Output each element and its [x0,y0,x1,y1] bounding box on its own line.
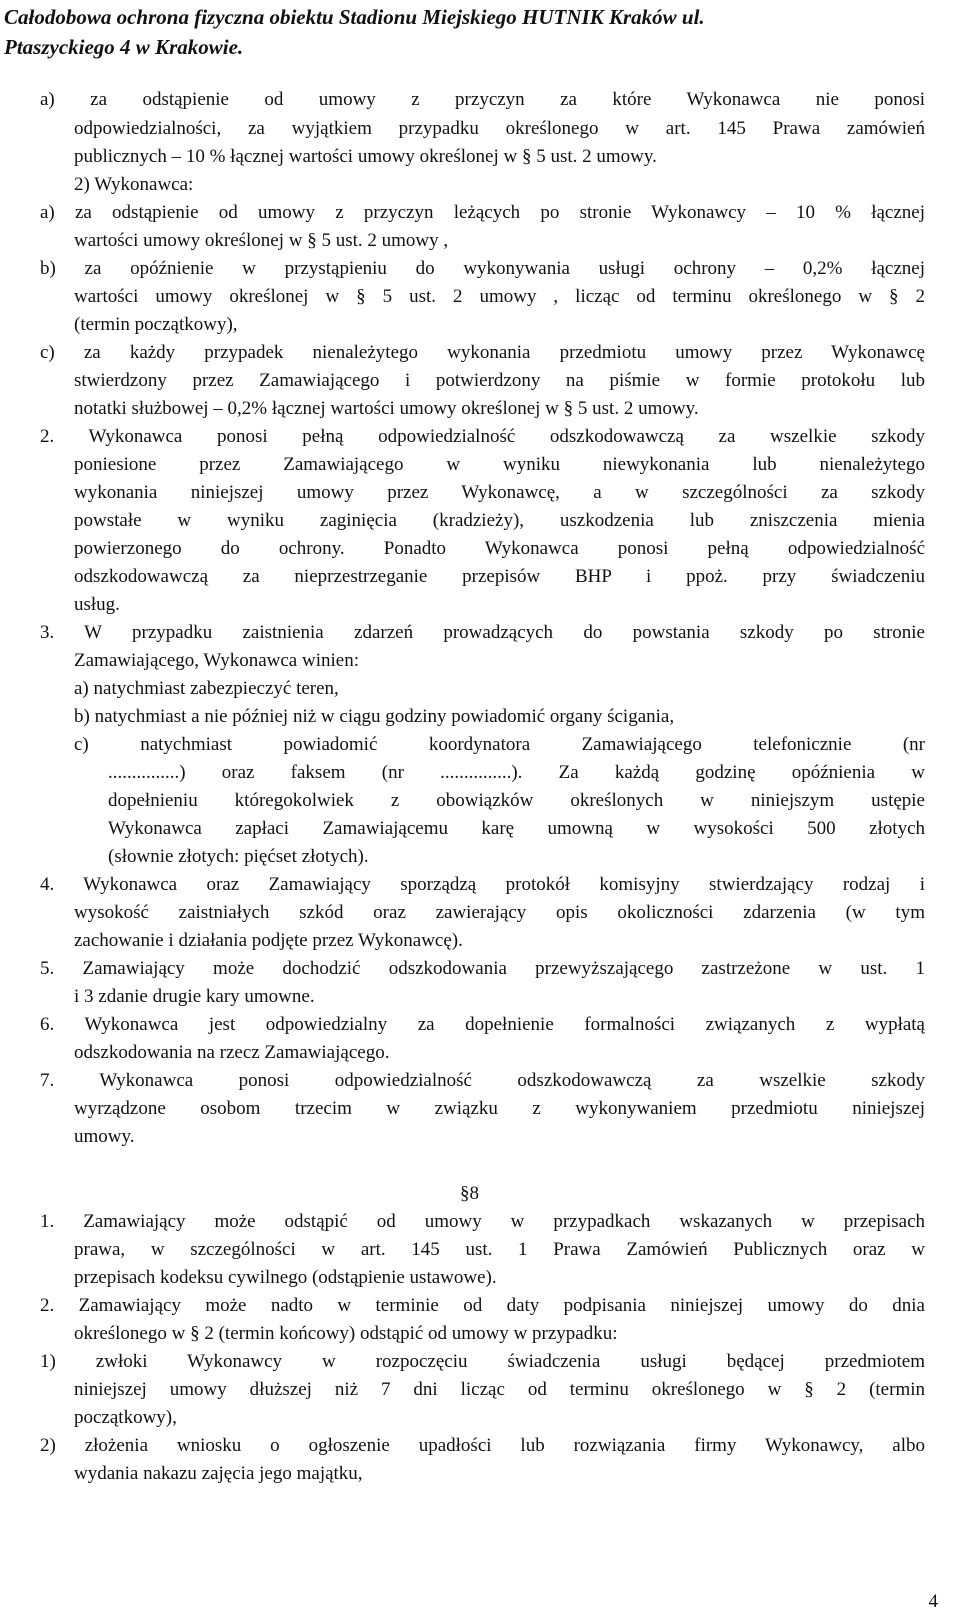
text-line: 2. Zamawiający może nadto w terminie od daty podpisania niniejszej umowy do dnia [40,1295,925,1316]
text-line: ...............) oraz faksem (nr ...............). Za każdą godzinę opóźnienia w [108,762,925,783]
text-line: 2. Wykonawca ponosi pełną odpowiedzialność odszkodowawczą za wszelkie szkody [40,426,925,447]
header-line-1: Całodobowa ochrona fizyczna obiektu Stadionu Miejskiego HUTNIK Kraków ul. [4,5,705,29]
text-line: 4. Wykonawca oraz Zamawiający sporządzą protokół komisyjny stwierdzający rodzaj i [40,874,925,895]
text-line: notatki służbowej – 0,2% łącznej wartości umowy określonej w § 5 ust. 2 umowy. [74,398,699,419]
text-line: 2) złożenia wniosku o ogłoszenie upadłości lub rozwiązania firmy Wykonawcy, albo [40,1435,925,1456]
text-line: 2) Wykonawca: [74,174,194,195]
text-line: (termin początkowy), [74,314,238,335]
page-number: 4 [928,1591,938,1612]
text-line: c) za każdy przypadek nienależytego wykonania przedmiotu umowy przez Wykonawcę [40,342,925,363]
text-line: a) natychmiast zabezpieczyć teren, [74,678,339,699]
text-line: początkowy), [74,1407,177,1428]
text-line: przepisach kodeksu cywilnego (odstąpienie ustawowe). [74,1267,497,1288]
text-line: zachowanie i działania podjęte przez Wykonawcę). [74,930,463,951]
text-line: Zamawiającego, Wykonawca winien: [74,650,359,671]
text-line: 3. W przypadku zaistnienia zdarzeń prowadzących do powstania szkody po stronie [40,622,925,643]
text-line: odpowiedzialności, za wyjątkiem przypadku określonego w art. 145 Prawa zamówień [74,118,925,139]
text-line: wydania nakazu zajęcia jego majątku, [74,1463,363,1484]
text-line: odszkodowawczą za nieprzestrzeganie przepisów BHP i ppoż. przy świadczeniu [74,566,925,587]
text-line: (słownie złotych: pięćset złotych). [108,846,369,867]
text-line: 7. Wykonawca ponosi odpowiedzialność odszkodowawczą za wszelkie szkody [40,1070,925,1091]
text-line: 1) zwłoki Wykonawcy w rozpoczęciu świadczenia usługi będącej przedmiotem [40,1351,925,1372]
text-line: wysokość zaistniałych szkód oraz zawierający opis okoliczności zdarzenia (w tym [74,902,925,923]
text-line: a) za odstąpienie od umowy z przyczyn za które Wykonawca nie ponosi [40,89,925,110]
text-line: powierzonego do ochrony. Ponadto Wykonawca ponosi pełną odpowiedzialność [74,538,925,559]
text-line: §8 [460,1183,479,1204]
text-line: umowy. [74,1126,135,1147]
text-line: wykonania niniejszej umowy przez Wykonawcę, a w szczególności za szkody [74,482,925,503]
text-line: b) natychmiast a nie później niż w ciągu godziny powiadomić organy ścigania, [74,706,675,727]
header-line-2: Ptaszyckiego 4 w Krakowie. [4,35,244,59]
text-line: poniesione przez Zamawiającego w wyniku niewykonania lub nienależytego [74,454,925,475]
document-header [4,2,924,62]
text-line: wartości umowy określonej w § 5 ust. 2 umowy , [74,230,449,251]
text-line: 5. Zamawiający może dochodzić odszkodowania przewyższającego zastrzeżone w ust. 1 [40,958,925,979]
text-line: prawa, w szczególności w art. 145 ust. 1 Prawa Zamówień Publicznych oraz w [74,1239,925,1260]
text-line: b) za opóźnienie w przystąpieniu do wykonywania usługi ochrony – 0,2% łącznej [40,258,925,279]
text-line: 1. Zamawiający może odstąpić od umowy w przypadkach wskazanych w przepisach [40,1211,925,1232]
text-line: 6. Wykonawca jest odpowiedzialny za dopełnienie formalności związanych z wypłatą [40,1014,925,1035]
text-line: usług. [74,594,120,615]
text-line: publicznych – 10 % łącznej wartości umowy określonej w § 5 ust. 2 umowy. [74,146,657,167]
text-line: a) za odstąpienie od umowy z przyczyn leżących po stronie Wykonawcy – 10 % łącznej [40,202,925,223]
text-line: odszkodowania na rzecz Zamawiającego. [74,1042,390,1063]
text-line: wartości umowy określonej w § 5 ust. 2 umowy , licząc od terminu określonego w § 2 [74,286,925,307]
text-line: i 3 zdanie drugie kary umowne. [74,986,315,1007]
text-line: c) natychmiast powiadomić koordynatora Zamawiającego telefonicznie (nr [74,734,925,755]
text-line: wyrządzone osobom trzecim w związku z wykonywaniem przedmiotu niniejszej [74,1098,925,1119]
text-line: powstałe w wyniku zaginięcia (kradzieży), uszkodzenia lub zniszczenia mienia [74,510,925,531]
text-line: niniejszej umowy dłuższej niż 7 dni licząc od terminu określonego w § 2 (termin [74,1379,925,1400]
text-line: stwierdzony przez Zamawiającego i potwierdzony na piśmie w formie protokołu lub [74,370,925,391]
text-line: Wykonawca zapłaci Zamawiającemu karę umowną w wysokości 500 złotych [108,818,925,839]
text-line: dopełnieniu któregokolwiek z obowiązków określonych w niniejszym ustępie [108,790,925,811]
text-line: określonego w § 2 (termin końcowy) odstąpić od umowy w przypadku: [74,1323,618,1344]
